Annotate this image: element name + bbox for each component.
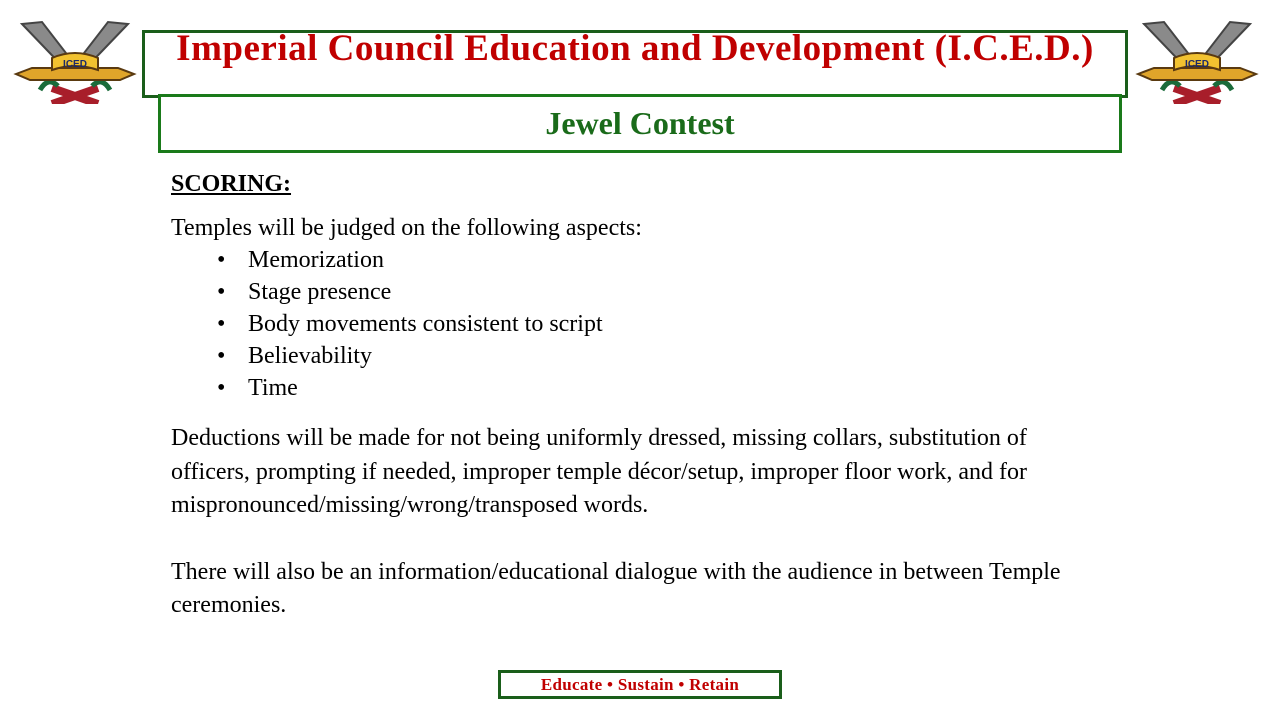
list-item (217, 276, 1131, 308)
aspects-list (171, 244, 1131, 404)
intro-text: Temples will be judged on the following aspects: (171, 215, 642, 241)
bullet-icon: • (217, 279, 226, 305)
iced-logo-right (1134, 18, 1260, 104)
list-item (217, 308, 1131, 340)
logo-text-left: ICED (63, 59, 87, 70)
logo-text-right: ICED (1185, 59, 1209, 70)
list-item (217, 372, 1131, 404)
crossed-swords-emblem-icon (12, 18, 138, 104)
aspect-label: Memorization (248, 247, 384, 273)
bullet-icon: • (217, 343, 226, 369)
section-heading: SCORING: (171, 171, 292, 197)
footer-motto-box (498, 670, 782, 699)
slide-content (171, 168, 1131, 623)
aspect-label: Believability (248, 343, 372, 369)
footer-motto: Educate • Sustain • Retain (540, 675, 740, 694)
aspect-label: Time (248, 375, 298, 401)
bullet-icon: • (217, 375, 226, 401)
deductions-paragraph: Deductions will be made for not being uniformly dressed, missing collars, substitution of officers, prompting if needed, improper temple décor/setup, improper floor work, and for mispronounced/missing/wrong/transposed words. (171, 425, 1027, 518)
aspect-label: Body movements consistent to script (248, 311, 603, 337)
iced-logo-left (12, 18, 138, 104)
bullet-icon: • (217, 311, 226, 337)
crossed-swords-emblem-icon (1134, 18, 1260, 104)
list-item (217, 340, 1131, 372)
bullet-icon: • (217, 247, 226, 273)
dialogue-paragraph: There will also be an information/educational dialogue with the audience in between Temple ceremonies. (171, 558, 1061, 618)
page-subtitle: Jewel Contest (545, 105, 735, 141)
page-title: Imperial Council Education and Development (I.C.E.D.) (176, 28, 1094, 69)
list-item (217, 244, 1131, 276)
subtitle-box (158, 94, 1122, 153)
title-box (142, 30, 1128, 98)
aspect-label: Stage presence (248, 279, 392, 305)
